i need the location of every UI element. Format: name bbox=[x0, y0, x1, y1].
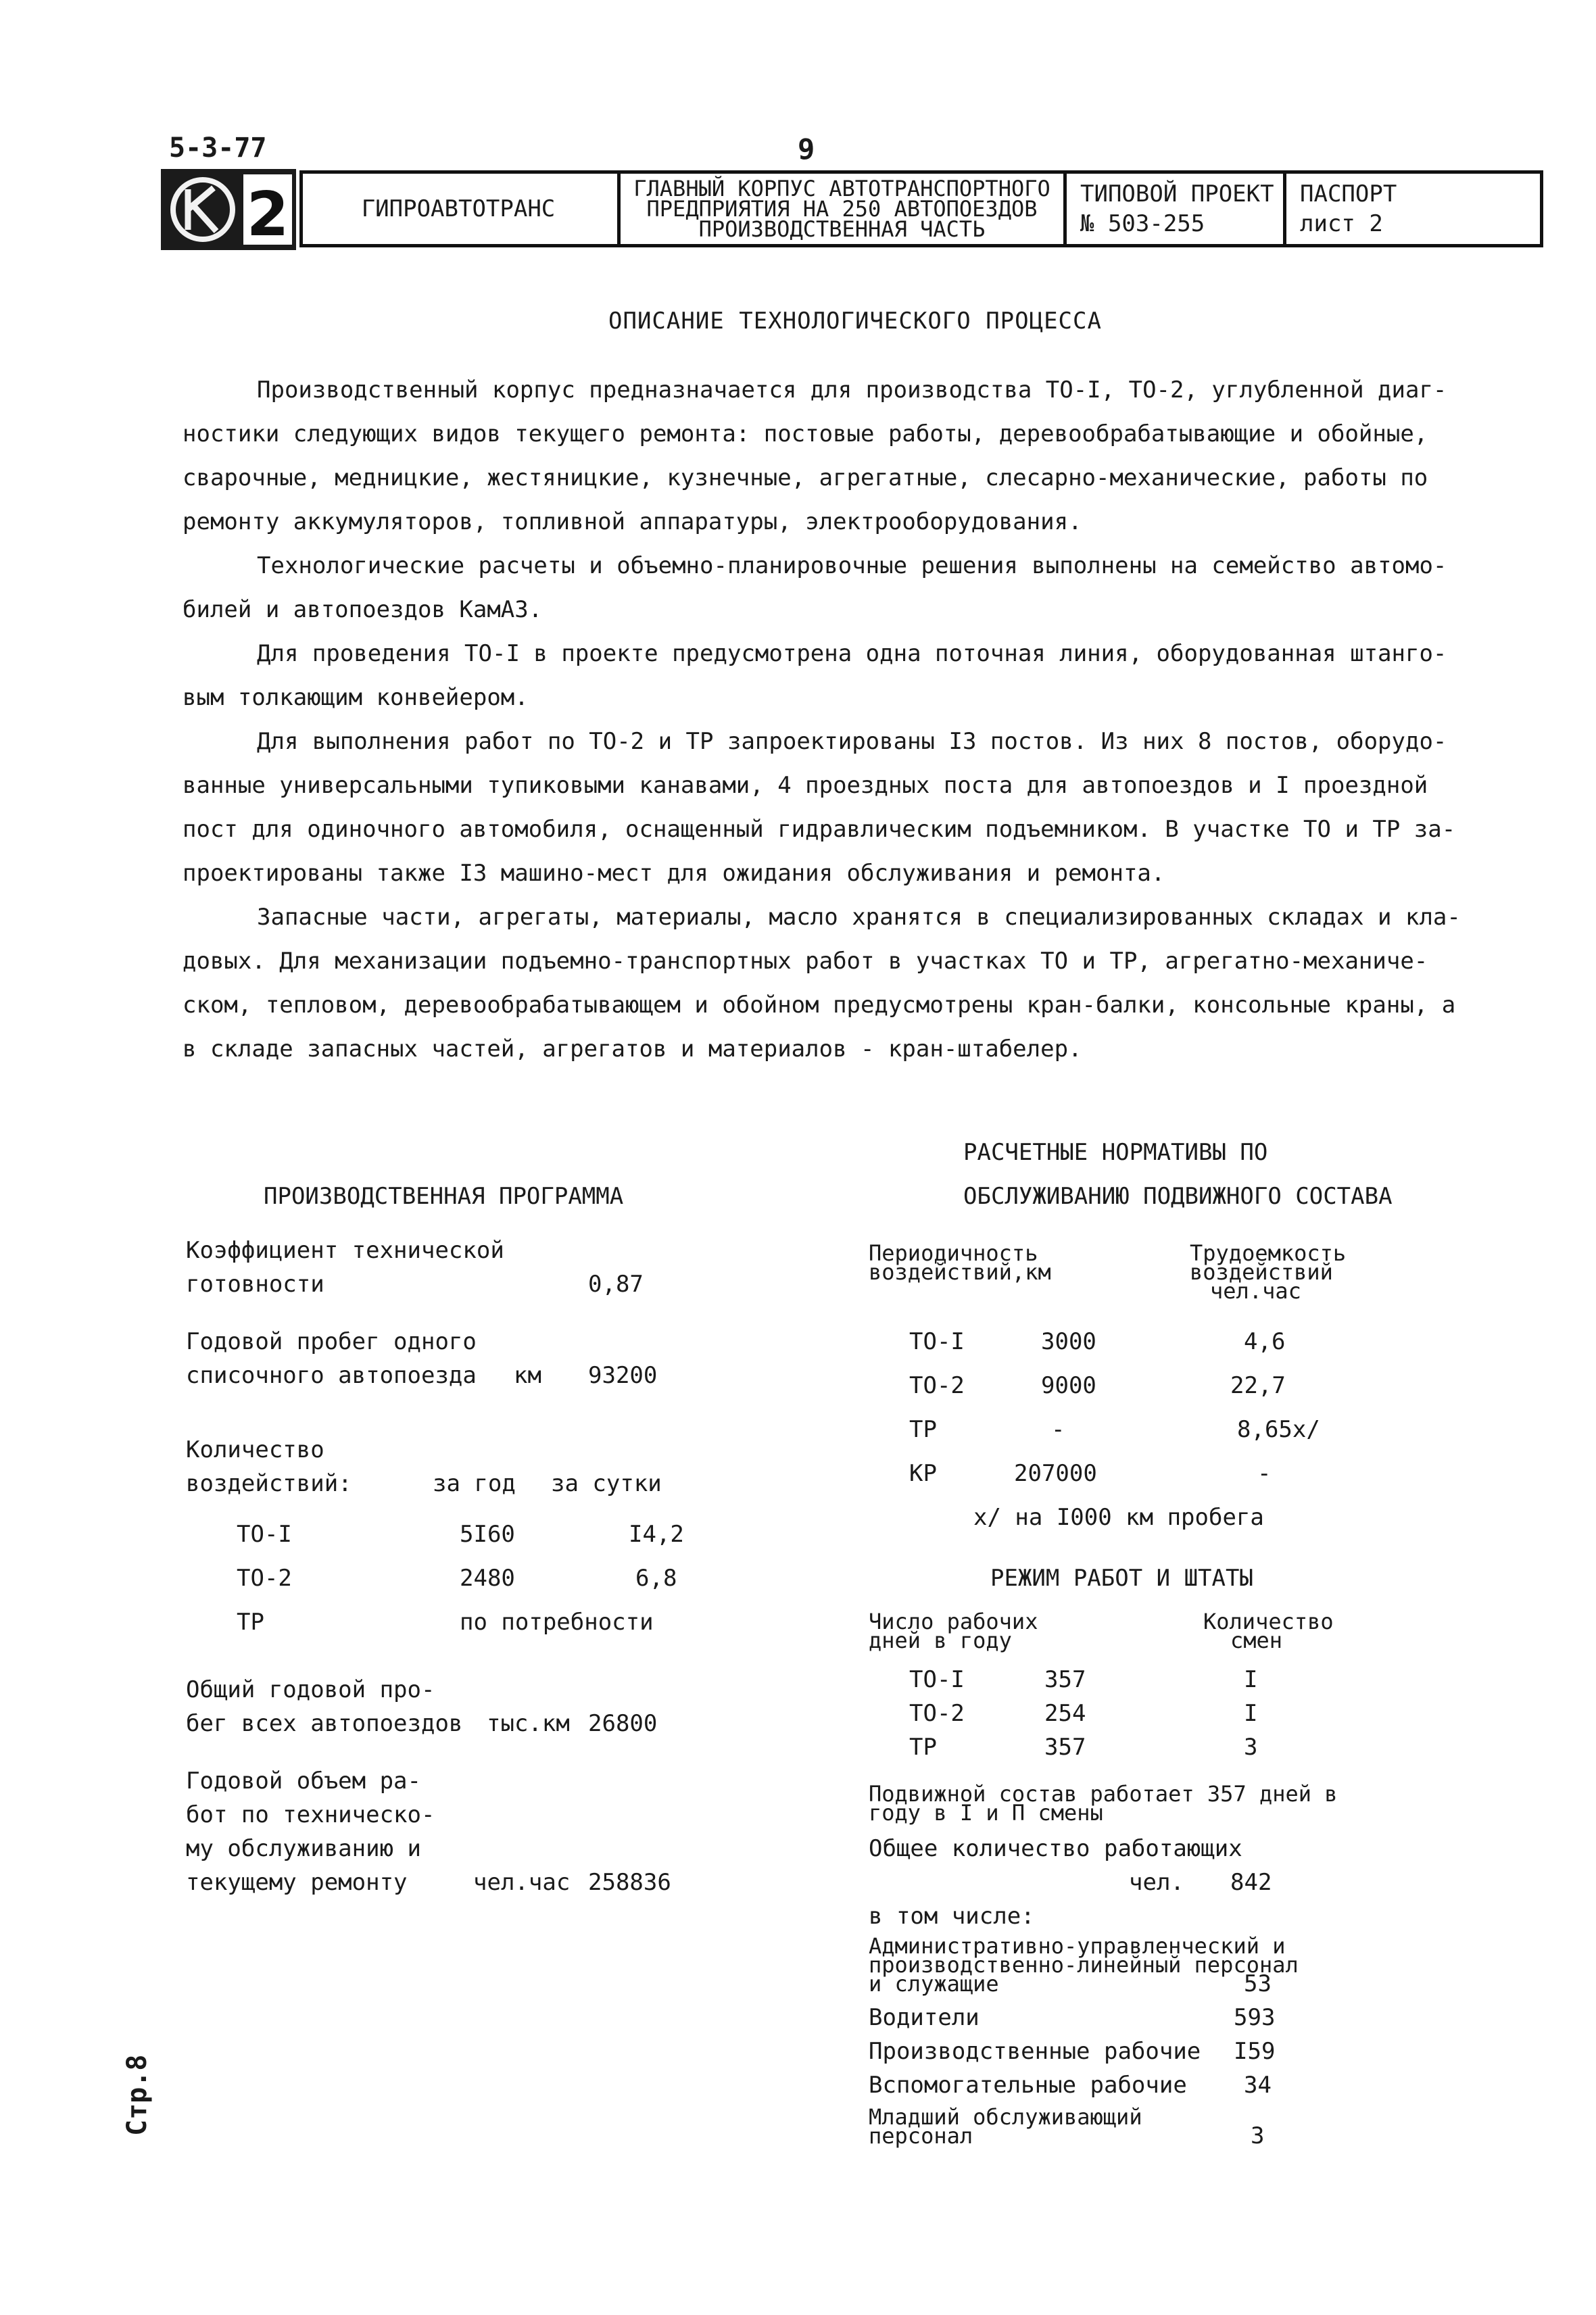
period-header: Периодичность bbox=[869, 1240, 1038, 1266]
sheet-number: лист 2 bbox=[1300, 210, 1383, 237]
project-number: № 503-255 bbox=[1080, 210, 1205, 237]
mileage-unit: км bbox=[514, 1362, 541, 1389]
shifts-header: смен bbox=[1230, 1628, 1283, 1653]
labor-header: Трудоемкость bbox=[1190, 1240, 1347, 1266]
staff-row-days: 357 bbox=[1044, 1666, 1086, 1693]
text-line: Запасные части, агрегаты, материалы, масло хранятся в специализированных складах и кла- bbox=[257, 904, 1461, 931]
rolling-stock-note: году в I и П смены bbox=[869, 1800, 1103, 1826]
object-title-line: ГЛАВНЫЙ КОРПУС АВТОТРАНСПОРТНОГО bbox=[633, 176, 1050, 201]
work-volume-label: му обслуживанию и bbox=[186, 1835, 421, 1862]
text-line: ностики следующих видов текущего ремонта: постовые работы, деревообрабатывающие и обойные, bbox=[183, 420, 1428, 447]
paragraph-2 bbox=[183, 544, 1447, 632]
text-line: ванные универсальными тупиковыми канавами, 4 проездных поста для автопоездов и I проездной bbox=[183, 772, 1428, 799]
project-label: ТИПОВОЙ ПРОЕКТ bbox=[1080, 180, 1274, 208]
program-row-name: ТО-I bbox=[237, 1521, 292, 1548]
admin-staff-value: 53 bbox=[1244, 1970, 1272, 1997]
count-label: Количество bbox=[186, 1436, 324, 1463]
mileage-value: 93200 bbox=[588, 1362, 658, 1389]
junior-staff-value: 3 bbox=[1251, 2122, 1265, 2149]
program-heading: ПРОИЗВОДСТВЕННАЯ ПРОГРАММА bbox=[264, 1183, 624, 1210]
text-line: ремонту аккумуляторов, топливной аппаратуры, электрооборудования. bbox=[183, 508, 1082, 535]
text-line: Для выполнения работ по ТО-2 и ТР запроектированы I3 постов. Из них 8 постов, оборудо- bbox=[257, 728, 1447, 755]
staff-row-name: ТР bbox=[909, 1734, 937, 1761]
norm-row-period: 207000 bbox=[1014, 1460, 1097, 1487]
norms-heading: РАСЧЕТНЫЕ НОРМАТИВЫ ПО bbox=[963, 1139, 1268, 1166]
production-workers-label: Производственные рабочие bbox=[869, 2038, 1201, 2065]
mileage-label: Годовой пробег одного bbox=[186, 1328, 477, 1355]
including-label: в том числе: bbox=[869, 1903, 1035, 1930]
readiness-label: готовности bbox=[186, 1271, 324, 1298]
norm-row-name: ТР bbox=[909, 1416, 937, 1443]
program-row-name: ТР bbox=[237, 1609, 264, 1636]
staff-row-name: ТО-I bbox=[909, 1666, 965, 1693]
total-mileage-unit: тыс.км bbox=[487, 1710, 570, 1737]
program-row-day: 6,8 bbox=[635, 1565, 677, 1592]
paragraph-3 bbox=[183, 632, 1447, 720]
staff-heading: РЕЖИМ РАБОТ И ШТАТЫ bbox=[990, 1565, 1253, 1592]
count-label: воздействий: bbox=[186, 1470, 352, 1497]
total-staff-unit: чел. bbox=[1129, 1869, 1184, 1896]
paragraph-1 bbox=[183, 368, 1447, 544]
norm-row-period: - bbox=[1051, 1416, 1065, 1443]
labor-header: чел.час bbox=[1210, 1278, 1301, 1304]
shifts-header: Количество bbox=[1203, 1609, 1334, 1634]
work-volume-value: 258836 bbox=[588, 1869, 671, 1896]
staff-row-shifts: I bbox=[1244, 1666, 1258, 1693]
norm-row-labor: - bbox=[1257, 1460, 1272, 1487]
work-volume-label: Годовой объем ра- bbox=[186, 1768, 421, 1795]
page-number: 9 bbox=[798, 132, 815, 166]
object-title-line: ПРОИЗВОДСТВЕННАЯ ЧАСТЬ bbox=[698, 216, 986, 242]
norm-row-labor: 4,6 bbox=[1244, 1328, 1286, 1355]
staff-row-shifts: I bbox=[1244, 1700, 1258, 1727]
work-volume-label: текущему ремонту bbox=[186, 1869, 408, 1896]
text-line: проектированы также I3 машино-мест для ожидания обслуживания и ремонта. bbox=[183, 860, 1165, 887]
total-staff-label: Общее количество работающих bbox=[869, 1835, 1242, 1862]
days-header: дней в году bbox=[869, 1628, 1012, 1653]
norm-row-name: ТО-I bbox=[909, 1328, 965, 1355]
production-workers-value: I59 bbox=[1234, 2038, 1276, 2065]
junior-staff-label: персонал bbox=[869, 2123, 973, 2149]
passport-cell bbox=[1283, 170, 1543, 247]
norm-row-period: 9000 bbox=[1041, 1372, 1096, 1399]
norms-footnote: х/ на I000 км пробега bbox=[973, 1504, 1264, 1531]
svg-text:2: 2 bbox=[246, 179, 289, 250]
side-page-note: Стр.8 bbox=[122, 2054, 153, 2136]
staff-row-days: 357 bbox=[1044, 1734, 1086, 1761]
title-block bbox=[161, 169, 1547, 250]
total-mileage-value: 26800 bbox=[588, 1710, 658, 1737]
text-line: вым толкающим конвейером. bbox=[183, 684, 529, 711]
object-title-line: ПРЕДПРИЯТИЯ НА 250 АВТОПОЕЗДОВ bbox=[646, 196, 1038, 222]
total-mileage-label: бег всех автопоездов bbox=[186, 1710, 463, 1737]
program-row-year: 5I60 bbox=[460, 1521, 515, 1548]
norm-row-name: КР bbox=[909, 1460, 937, 1487]
per-year-header: за год bbox=[433, 1470, 516, 1497]
auxiliary-workers-value: 34 bbox=[1244, 2072, 1272, 2099]
staff-row-shifts: 3 bbox=[1244, 1734, 1258, 1761]
labor-header: воздействий bbox=[1190, 1259, 1333, 1285]
readiness-label: Коэффициент технической bbox=[186, 1237, 504, 1264]
text-line: Технологические расчеты и объемно-планировочные решения выполнены на семейство автомо- bbox=[257, 552, 1447, 579]
junior-staff-label: Младший обслуживающий bbox=[869, 2104, 1142, 2130]
admin-staff-label: производственно-линейный персонал bbox=[869, 1952, 1299, 1978]
norms-heading: ОБСЛУЖИВАНИЮ ПОДВИЖНОГО СОСТАВА bbox=[963, 1183, 1393, 1210]
admin-staff-label: и служащие bbox=[869, 1971, 999, 1997]
text-line: Для проведения ТО-I в проекте предусмотрена одна поточная линия, оборудованная штанго- bbox=[257, 640, 1447, 667]
text-line: довых. Для механизации подъемно-транспортных работ в участках ТО и ТР, агрегатно-механиче- bbox=[183, 948, 1428, 975]
readiness-value: 0,87 bbox=[588, 1271, 644, 1298]
per-day-header: за сутки bbox=[551, 1470, 662, 1497]
project-cell bbox=[1063, 170, 1283, 247]
document-code: 5-3-77 bbox=[169, 132, 267, 164]
auxiliary-workers-label: Вспомогательные рабочие bbox=[869, 2072, 1187, 2099]
norm-row-name: ТО-2 bbox=[909, 1372, 965, 1399]
text-line: в складе запасных частей, агрегатов и материалов - кран-штабелер. bbox=[183, 1035, 1082, 1063]
institute-logo bbox=[161, 169, 296, 250]
paragraph-4 bbox=[183, 720, 1456, 896]
rolling-stock-note: Подвижной состав работает 357 дней в bbox=[869, 1781, 1338, 1807]
paragraph-5 bbox=[183, 896, 1461, 1071]
drivers-value: 593 bbox=[1234, 2004, 1276, 2031]
text-line: Производственный корпус предназначается для производства ТО-I, ТО-2, углубленной диаг- bbox=[257, 376, 1447, 404]
days-header: Число рабочих bbox=[869, 1609, 1038, 1634]
program-row-year: по потребности bbox=[460, 1609, 654, 1636]
program-row-name: ТО-2 bbox=[237, 1565, 292, 1592]
passport-label: ПАСПОРТ bbox=[1300, 180, 1397, 208]
text-line: ском, тепловом, деревообрабатывающем и обойном предусмотрены кран-балки, консольные краны, а bbox=[183, 992, 1456, 1019]
program-row-day: I4,2 bbox=[629, 1521, 684, 1548]
object-title-cell bbox=[617, 170, 1063, 247]
work-volume-unit: чел.час bbox=[473, 1869, 571, 1896]
total-staff-value: 842 bbox=[1230, 1869, 1272, 1896]
mileage-label: списочного автопоезда bbox=[186, 1362, 477, 1389]
organization-name: ГИПРОАВТОТРАНС bbox=[361, 195, 556, 222]
staff-row-days: 254 bbox=[1044, 1700, 1086, 1727]
total-mileage-label: Общий годовой про- bbox=[186, 1676, 435, 1703]
text-line: пост для одиночного автомобиля, оснащенный гидравлическим подъемником. В участке ТО и ТР за- bbox=[183, 816, 1456, 843]
description-heading: ОПИСАНИЕ ТЕХНОЛОГИЧЕСКОГО ПРОЦЕССА bbox=[608, 308, 1102, 335]
drivers-label: Водители bbox=[869, 2004, 980, 2031]
norm-row-labor: 8,65х/ bbox=[1237, 1416, 1320, 1443]
period-header: воздействий,км bbox=[869, 1259, 1051, 1285]
text-line: сварочные, медницкие, жестяницкие, кузнечные, агрегатные, слесарно-механические, работы по bbox=[183, 464, 1428, 491]
work-volume-label: бот по техническо- bbox=[186, 1801, 435, 1828]
organization-cell bbox=[299, 170, 617, 247]
admin-staff-label: Административно-управленческий и bbox=[869, 1933, 1286, 1959]
norm-row-period: 3000 bbox=[1041, 1328, 1096, 1355]
norm-row-labor: 22,7 bbox=[1230, 1372, 1286, 1399]
program-row-year: 2480 bbox=[460, 1565, 515, 1592]
staff-row-name: ТО-2 bbox=[909, 1700, 965, 1727]
text-line: билей и автопоездов КамАЗ. bbox=[183, 596, 543, 623]
